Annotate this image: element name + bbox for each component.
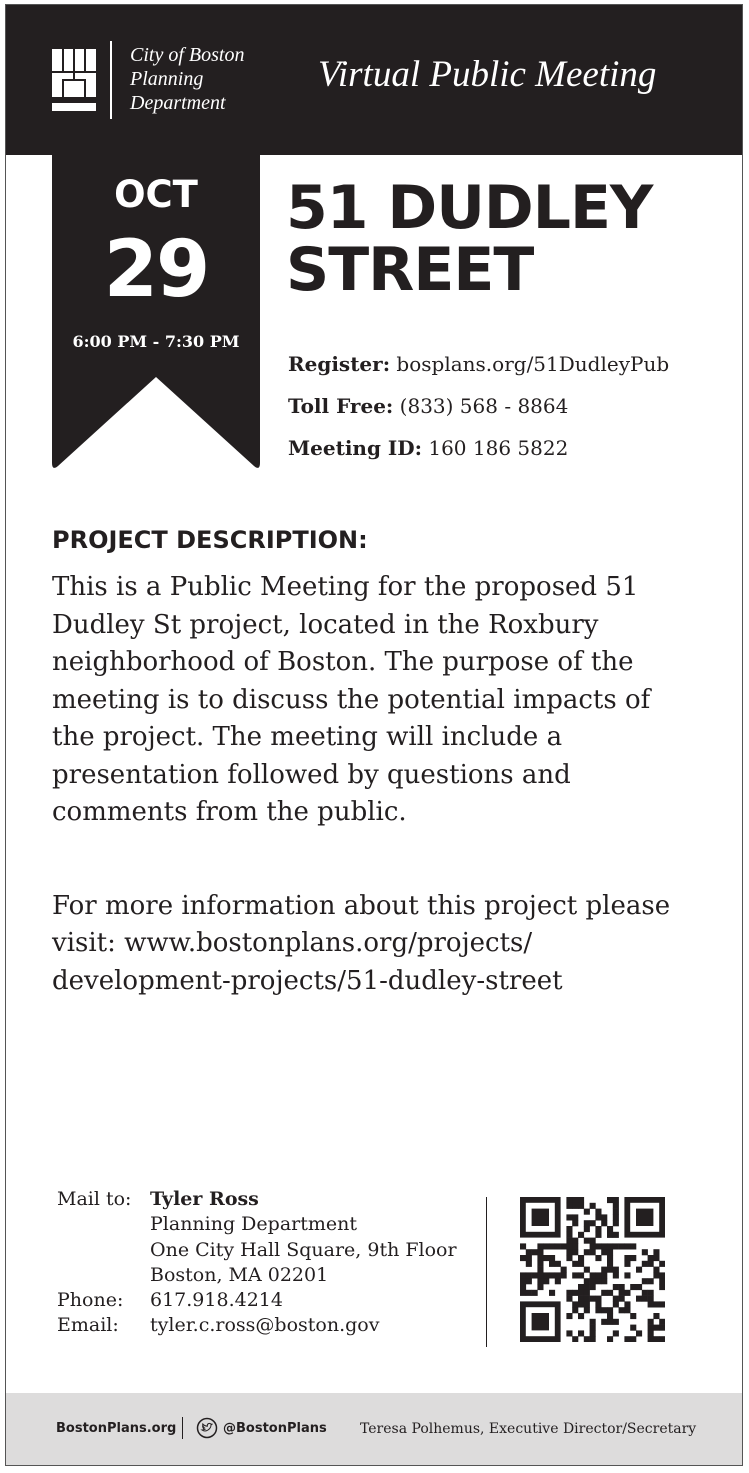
email-label: Email:: [57, 1314, 119, 1337]
org-name-line: Planning: [130, 68, 204, 90]
phone-label: Phone:: [57, 1289, 124, 1312]
contact-row: [57, 1187, 457, 1212]
date-day: 29: [103, 225, 209, 315]
phone-number[interactable]: 617.918.4214: [150, 1289, 283, 1312]
date-month: OCT: [114, 173, 198, 216]
project-title-line: 51 DUDLEY: [286, 173, 653, 243]
twitter-handle-group[interactable]: [196, 1417, 327, 1439]
contact-block: [57, 1187, 457, 1339]
project-title: [286, 173, 653, 305]
toll-free-label: Toll Free:: [288, 394, 394, 418]
address-line: One City Hall Square, 9th Floor: [150, 1238, 457, 1261]
paragraph-spacer: [52, 832, 702, 888]
twitter-bird-icon: [196, 1417, 218, 1439]
meeting-id-value: 160 186 5822: [422, 436, 569, 460]
meeting-id-row: [288, 427, 669, 469]
contact-divider: [486, 1197, 487, 1347]
twitter-handle: @BostonPlans: [223, 1420, 327, 1436]
meeting-time: 6:00 PM - 7:30 PM: [72, 332, 240, 351]
city-hall-logo-icon: [52, 47, 96, 113]
email-address[interactable]: tyler.c.ross@boston.gov: [150, 1314, 380, 1337]
contact-row: [57, 1288, 457, 1313]
director-credit: Teresa Polhemus, Executive Director/Secretary: [360, 1421, 697, 1437]
qr-code-icon[interactable]: [520, 1197, 665, 1342]
more-info-text: For more information about this project please visit: www.bostonplans.org/projects/ development-projects/51-dudley-street: [52, 890, 671, 996]
contact-name: Tyler Ross: [150, 1188, 259, 1210]
empty-cell: [57, 1238, 150, 1263]
mail-to-label: Mail to:: [57, 1188, 132, 1210]
meeting-type-title: Virtual Public Meeting: [318, 54, 657, 95]
org-name: [130, 43, 244, 115]
empty-cell: [57, 1263, 150, 1288]
contact-row: [57, 1263, 457, 1288]
contact-row: [57, 1238, 457, 1263]
contact-row: [57, 1212, 457, 1237]
org-name-line: City of Boston: [130, 44, 245, 66]
project-description: [52, 569, 702, 1000]
meeting-flyer: [5, 4, 743, 1466]
register-label: Register:: [288, 352, 391, 376]
empty-cell: [57, 1212, 150, 1237]
toll-free-number: (833) 568 - 8864: [393, 394, 569, 418]
register-row: [288, 343, 669, 385]
address-line: Boston, MA 02201: [150, 1263, 329, 1286]
contact-table: [57, 1187, 457, 1339]
description-text: This is a Public Meeting for the proposed 51 Dudley St project, located in the Roxbury neighborhood of Boston. The purpose of the meeting is to discuss the potential impacts of the project. The meeting will include a presentation followed by questions and comments from the public.: [52, 572, 651, 827]
toll-free-row: [288, 385, 669, 427]
footer-bar: [6, 1393, 742, 1466]
meeting-id-label: Meeting ID:: [288, 436, 422, 460]
project-title-line: STREET: [286, 235, 534, 305]
contact-row: [57, 1313, 457, 1338]
logo-divider: [110, 41, 112, 119]
header-bar: [6, 5, 742, 155]
address-line: Planning Department: [150, 1213, 357, 1236]
website-link[interactable]: BostonPlans.org: [56, 1421, 177, 1436]
meeting-details: [288, 343, 669, 469]
project-description-heading: PROJECT DESCRIPTION:: [52, 526, 368, 554]
footer-separator: [182, 1417, 183, 1439]
org-name-line: Department: [130, 92, 226, 114]
register-link[interactable]: bosplans.org/51DudleyPub: [390, 352, 670, 376]
